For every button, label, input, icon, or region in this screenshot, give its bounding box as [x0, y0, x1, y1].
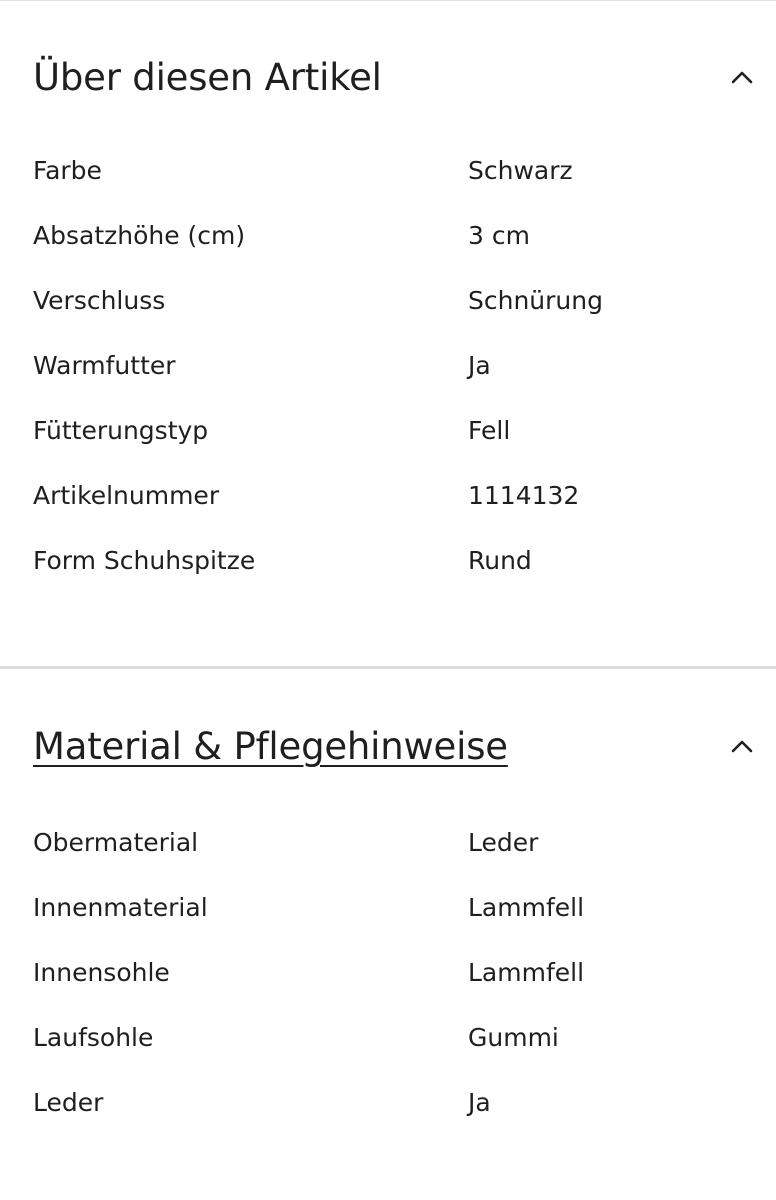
- spec-row-insole: [33, 940, 743, 1005]
- spec-row-leather: [33, 1070, 743, 1135]
- about-article-header[interactable]: [33, 53, 743, 101]
- spec-value: Fell: [468, 416, 511, 445]
- spec-label: Obermaterial: [33, 828, 199, 857]
- about-article-title: Über diesen Artikel: [33, 55, 382, 99]
- spec-label: Farbe: [33, 156, 102, 185]
- spec-label: Verschluss: [33, 286, 166, 315]
- spec-value: 1114132: [468, 481, 580, 510]
- spec-value: Rund: [468, 546, 532, 575]
- chevron-up-icon[interactable]: [729, 733, 755, 759]
- spec-value: Lammfell: [468, 958, 585, 987]
- spec-label: Absatzhöhe (cm): [33, 221, 246, 250]
- spec-value: Gummi: [468, 1023, 559, 1052]
- spec-value: Leder: [468, 828, 539, 857]
- spec-label: Artikelnummer: [33, 481, 220, 510]
- spec-value: Schnürung: [468, 286, 603, 315]
- spec-value: Ja: [468, 1088, 491, 1117]
- spec-row-outsole: [33, 1005, 743, 1070]
- material-spec-list: [33, 810, 743, 1135]
- material-care-section: [0, 721, 776, 1135]
- spec-value: Schwarz: [468, 156, 573, 185]
- spec-label: Fütterungstyp: [33, 416, 209, 445]
- spec-label: Laufsohle: [33, 1023, 154, 1052]
- spec-row-heel-height: [33, 203, 743, 268]
- spec-value: Lammfell: [468, 893, 585, 922]
- material-care-header[interactable]: [33, 721, 743, 771]
- spec-value: Ja: [468, 351, 491, 380]
- section-divider: [0, 666, 776, 669]
- spec-label: Warmfutter: [33, 351, 176, 380]
- chevron-up-icon[interactable]: [729, 64, 755, 90]
- spec-row-closure: [33, 268, 743, 333]
- spec-row-toe-shape: [33, 528, 743, 593]
- spec-label: Innensohle: [33, 958, 170, 987]
- spec-label: Form Schuhspitze: [33, 546, 256, 575]
- spec-label: Leder: [33, 1088, 104, 1117]
- spec-row-article-number: [33, 463, 743, 528]
- spec-row-inner-material: [33, 875, 743, 940]
- spec-row-warm-lining: [33, 333, 743, 398]
- about-article-section: [0, 1, 776, 593]
- spec-row-upper-material: [33, 810, 743, 875]
- spec-row-color: [33, 138, 743, 203]
- spec-value: 3 cm: [468, 221, 530, 250]
- spec-row-lining-type: [33, 398, 743, 463]
- spec-label: Innenmaterial: [33, 893, 208, 922]
- material-care-title[interactable]: Material & Pflegehinweise: [33, 724, 508, 768]
- about-spec-list: [33, 138, 743, 593]
